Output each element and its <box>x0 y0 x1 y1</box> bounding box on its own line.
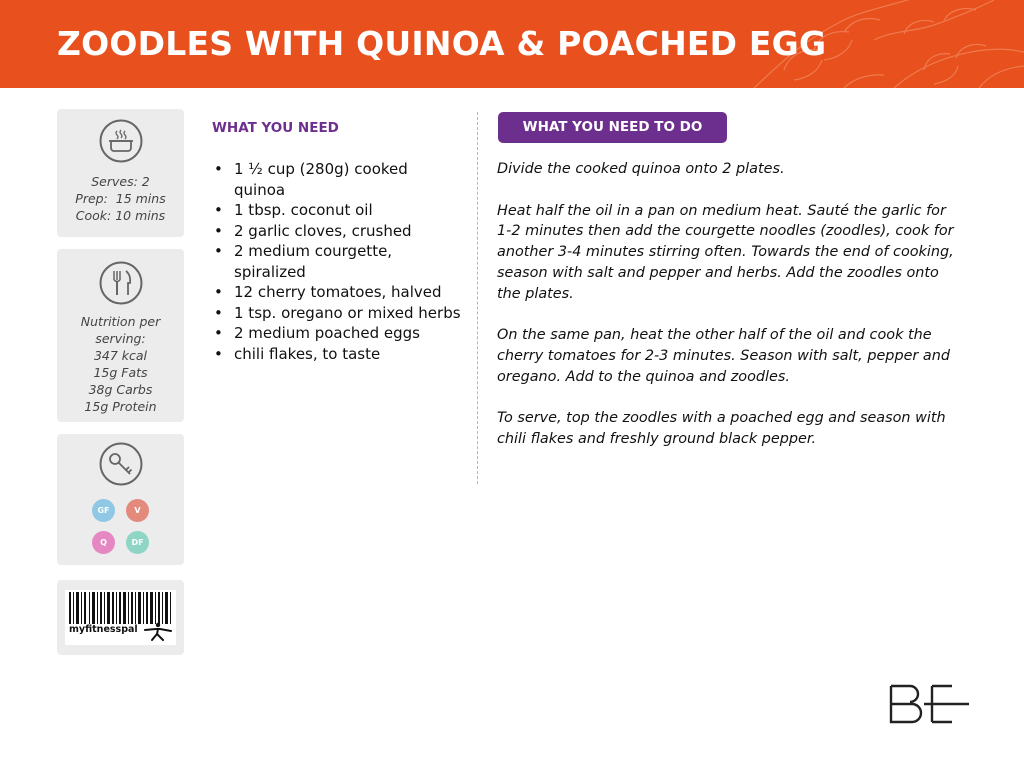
calories-text: 347 kcal <box>93 348 148 363</box>
badge-quick: Q <box>92 531 115 554</box>
barcode-icon <box>65 592 176 626</box>
time-panel <box>57 109 184 237</box>
ingredients-list <box>212 159 462 364</box>
barcode <box>65 590 176 645</box>
nutrition-label-2: serving: <box>95 331 146 346</box>
method-step: Divide the cooked quinoa onto 2 plates. <box>497 161 785 177</box>
running-figure-icon <box>143 622 173 642</box>
badge-gluten-free: GF <box>92 499 115 522</box>
nutrition-panel <box>57 249 184 422</box>
method-heading: WHAT YOU NEED TO DO <box>498 112 727 143</box>
header-banner <box>0 0 1024 88</box>
key-panel <box>57 434 184 565</box>
list-item: • 2 medium courgette, spiralized <box>212 241 462 282</box>
nutrition-label-1: Nutrition per <box>80 314 161 329</box>
serves-text: Serves: 2 <box>91 174 150 189</box>
list-item: • 2 medium poached eggs <box>212 323 462 344</box>
list-item: • 2 garlic cloves, crushed <box>212 221 462 242</box>
barcode-panel[interactable] <box>57 580 184 655</box>
list-item: • 1 tsp. oregano or mixed herbs <box>212 303 462 324</box>
method-steps <box>497 159 959 471</box>
time-info <box>57 173 184 224</box>
be-logo <box>888 684 970 724</box>
method-step: To serve, top the zoodles with a poached egg and season with chili flakes and freshly ground black pepper. <box>497 410 946 448</box>
ingredients-heading: WHAT YOU NEED <box>212 120 339 136</box>
list-item: • 1 tbsp. coconut oil <box>212 200 462 221</box>
key-icon <box>99 442 143 486</box>
list-item: • 12 cherry tomatoes, halved <box>212 282 462 303</box>
carbs-text: 38g Carbs <box>88 382 153 397</box>
list-item: • 1 ½ cup (280g) cooked quinoa <box>212 159 462 200</box>
badge-dairy-free: DF <box>126 531 149 554</box>
fats-text: 15g Fats <box>93 365 148 380</box>
cook-time-text: Cook: 10 mins <box>75 208 166 223</box>
method-step: Heat half the oil in a pan on medium heat. Sauté the garlic for 1-2 minutes then add the courgette noodles (zoodles), cook for another 3-4 minutes stirring often. Towards the end of cooking, season with salt and pepper and herbs. Add the zoodles onto the plates. <box>497 202 954 302</box>
recipe-title: ZOODLES WITH QUINOA & POACHED EGG <box>57 24 827 63</box>
cooking-pot-icon <box>99 119 143 163</box>
badge-vegetarian: V <box>126 499 149 522</box>
protein-text: 15g Protein <box>84 399 157 414</box>
list-item: • chili flakes, to taste <box>212 344 462 365</box>
column-divider <box>477 112 478 484</box>
nutrition-info <box>57 313 184 415</box>
fork-knife-icon <box>99 261 143 305</box>
prep-time-text: Prep: 15 mins <box>75 191 166 206</box>
myfitnesspal-brand: myfitnesspal <box>69 624 138 635</box>
method-step: On the same pan, heat the other half of the oil and cook the cherry tomatoes for 2-3 minutes. Season with salt, pepper and oregano. Add to the quinoa and zoodles. <box>497 327 950 385</box>
